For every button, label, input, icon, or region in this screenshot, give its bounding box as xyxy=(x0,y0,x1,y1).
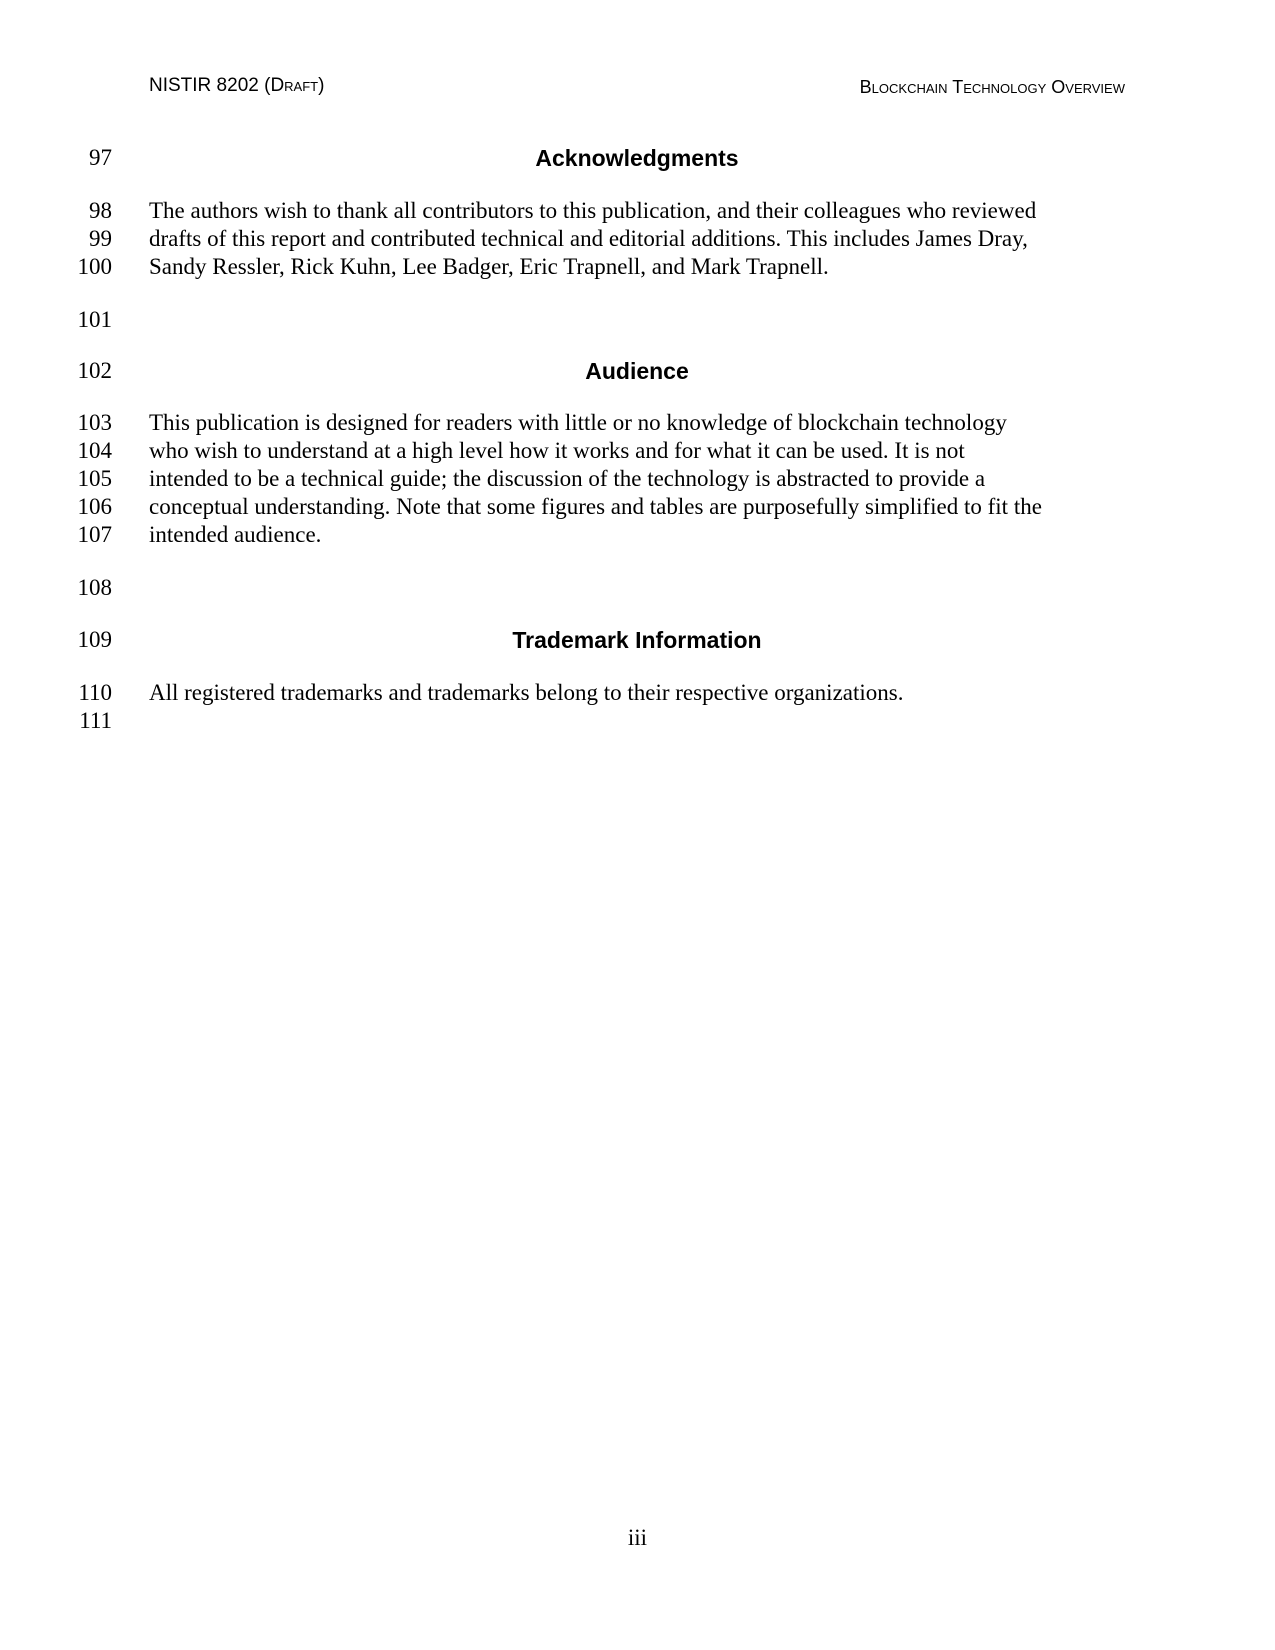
section-heading-acknowledgments: Acknowledgments xyxy=(535,145,739,171)
running-header-left xyxy=(149,74,324,98)
line-number: 105 xyxy=(77,466,112,491)
body-line: intended to be a technical guide; the discussion of the technology is abstracted to provide a xyxy=(149,466,986,491)
line-number: 99 xyxy=(89,226,112,251)
line-number: 106 xyxy=(77,494,112,519)
running-header-title: Blockchain Technology Overview xyxy=(859,77,1125,97)
line-number: 107 xyxy=(77,522,112,547)
line-number: 108 xyxy=(77,575,112,600)
report-number: NISTIR 8202 ( xyxy=(149,75,271,96)
line-number: 104 xyxy=(77,438,112,463)
body-line: All registered trademarks and trademarks belong to their respective organizations. xyxy=(149,680,904,705)
section-heading-trademark-information: Trademark Information xyxy=(512,627,762,653)
body-line: intended audience. xyxy=(149,522,322,547)
line-number: 102 xyxy=(77,358,112,383)
body-line: The authors wish to thank all contributors to this publication, and their colleagues who reviewed xyxy=(149,198,1037,223)
line-number: 110 xyxy=(78,680,112,705)
body-line: conceptual understanding. Note that some figures and tables are purposefully simplified to fit the xyxy=(149,494,1042,519)
body-line: drafts of this report and contributed technical and editorial additions. This includes James Dray, xyxy=(149,226,1028,251)
report-number-close: ) xyxy=(318,75,325,96)
page-number: iii xyxy=(627,1525,648,1550)
body-line: This publication is designed for readers with little or no knowledge of blockchain technology xyxy=(149,410,1007,435)
line-number: 100 xyxy=(77,254,112,279)
section-heading-audience: Audience xyxy=(585,358,689,384)
line-number: 101 xyxy=(77,307,112,332)
line-number: 98 xyxy=(89,198,112,223)
line-number: 111 xyxy=(79,708,112,733)
body-line: who wish to understand at a high level how it works and for what it can be used. It is not xyxy=(149,438,965,463)
body-line: Sandy Ressler, Rick Kuhn, Lee Badger, Eric Trapnell, and Mark Trapnell. xyxy=(149,254,829,279)
line-number: 103 xyxy=(77,410,112,435)
line-number: 97 xyxy=(89,145,112,170)
draft-label: Draft xyxy=(270,75,319,96)
line-number: 109 xyxy=(77,627,112,652)
